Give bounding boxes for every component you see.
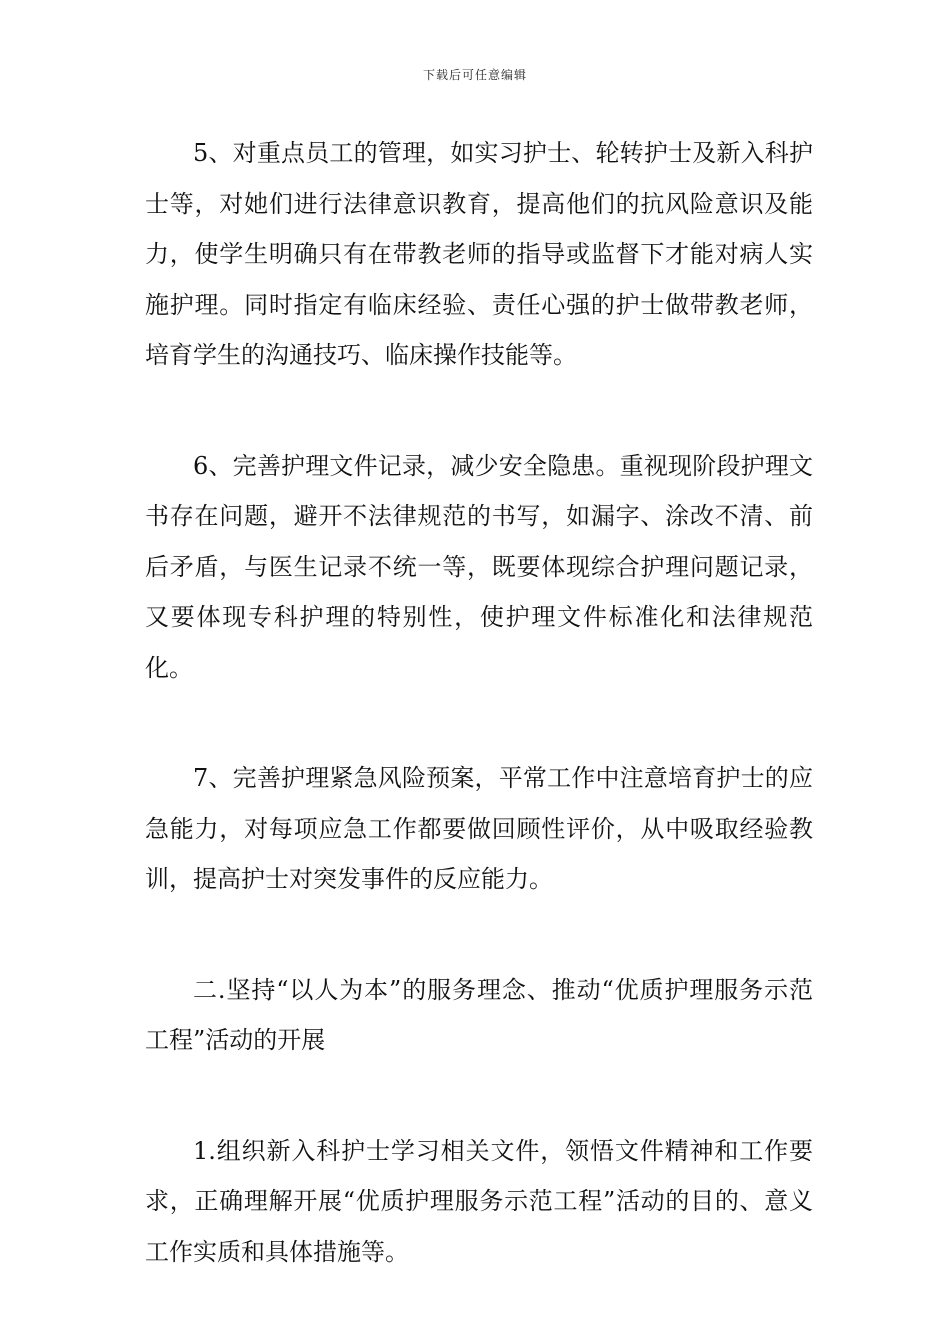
section-heading-2: 二.坚持“以人为本”的服务理念、推动“优质护理服务示范工程”活动的开展 (145, 975, 813, 1054)
page-header: 下载后可任意编辑 (422, 68, 527, 82)
paragraph-item-6: 6、完善护理文件记录，减少安全隐患。重视现阶段护理文书存在问题，避开不法律规范的书写，如漏字、涂改不清、前后矛盾，与医生记录不统一等，既要体现综合护理问题记录，又要体现专科护理的特别性，使护理文件标准化和法律规范化。 (145, 451, 813, 682)
paragraph-item-7: 7、完善护理紧急风险预案，平常工作中注意培育护士的应急能力，对每项应急工作都要做回顾性评价，从中吸取经验教训，提高护士对突发事件的反应能力。 (145, 764, 813, 893)
paragraph-item-5: 5、对重点员工的管理，如实习护士、轮转护士及新入科护士等，对她们进行法律意识教育，提高他们的抗风险意识及能力，使学生明确只有在带教老师的指导或监督下才能对病人实施护理。同时指定有临床经验、责任心强的护士做带教老师，培育学生的沟通技巧、临床操作技能等。 (145, 139, 813, 369)
paragraph-item-1: 1.组织新入科护士学习相关文件，领悟文件精神和工作要求，正确理解开展“优质护理服务示范工程”活动的目的、意义工作实质和具体措施等。 (145, 1136, 813, 1266)
document-body (145, 128, 813, 1277)
